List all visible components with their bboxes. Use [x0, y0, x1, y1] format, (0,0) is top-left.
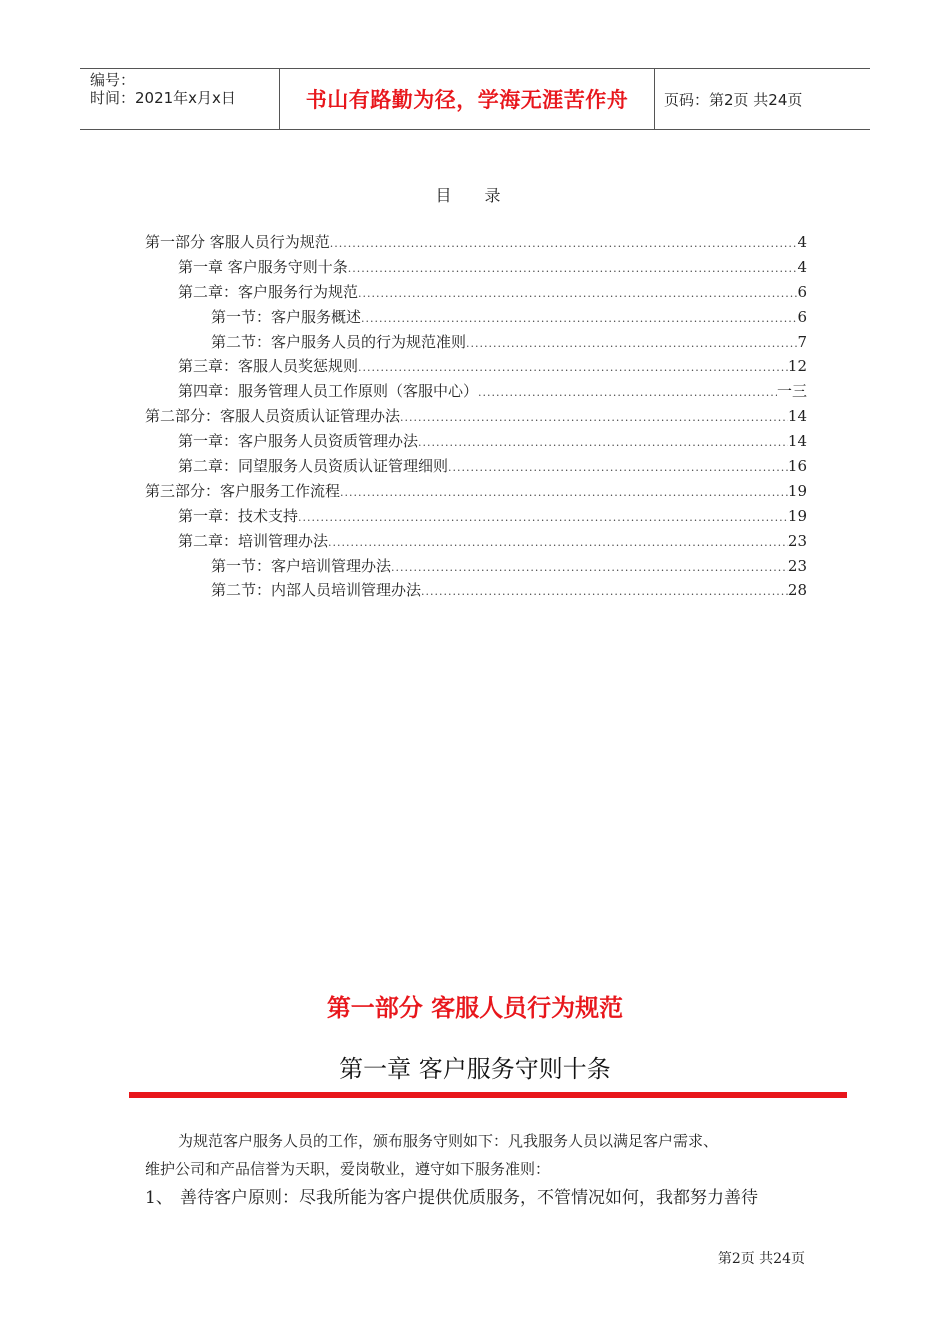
toc-leader — [358, 361, 788, 374]
toc-entry-page: 19 — [787, 481, 807, 500]
toc-leader — [466, 337, 797, 350]
header-meta — [80, 69, 280, 129]
toc-entry-page: 12 — [787, 357, 807, 376]
toc-entry[interactable] — [145, 306, 807, 331]
toc-entry-title: 第二章：同望服务人员资质认证管理细则 — [178, 457, 449, 476]
toc-leader — [340, 486, 788, 499]
toc-entry[interactable] — [145, 530, 807, 555]
part-title: 第一部分 客服人员行为规范 — [326, 994, 624, 1022]
toc-entry-page: 一三 — [776, 382, 807, 401]
toc-entry-title: 第一章：技术支持 — [178, 506, 299, 525]
toc-leader — [361, 312, 797, 325]
toc-leader — [478, 386, 777, 399]
toc-entry-title: 第二节：客户服务人员的行为规范准则 — [211, 332, 467, 351]
toc-entry-page: 14 — [787, 432, 807, 451]
section-divider — [129, 1092, 847, 1098]
toc-leader — [400, 411, 788, 424]
toc-leader — [448, 461, 788, 474]
toc-entry[interactable] — [145, 555, 807, 580]
table-of-contents — [145, 231, 807, 604]
toc-entry-page: 28 — [787, 581, 807, 600]
toc-entry[interactable] — [145, 355, 807, 380]
page-header — [80, 68, 870, 130]
header-page-info: 页码：第2页 共24页 — [664, 90, 803, 109]
toc-entry-title: 第一部分 客服人员行为规范 — [145, 233, 330, 251]
toc-leader — [298, 511, 788, 524]
toc-leader — [348, 262, 798, 275]
toc-entry-title: 第一章 客户服务守则十条 — [178, 257, 348, 276]
toc-leader — [421, 585, 788, 598]
list-item — [145, 1183, 810, 1213]
header-motto: 书山有路勤为径，学海无涯苦作舟 — [280, 69, 655, 129]
toc-leader — [330, 237, 798, 250]
list-item-number: 1、 — [145, 1188, 173, 1208]
number-label: 编号： — [90, 71, 136, 89]
toc-entry[interactable] — [145, 480, 807, 505]
toc-entry-title: 第二章：培训管理办法 — [178, 531, 329, 550]
time-label: 时间：2021年x月x日 — [90, 89, 236, 107]
toc-entry[interactable] — [145, 405, 807, 430]
toc-entry[interactable] — [145, 579, 807, 604]
intro-line-1: 为规范客户服务人员的工作，颁布服务守则如下：凡我服务人员以满足客户需求、 — [178, 1132, 719, 1150]
toc-entry[interactable] — [145, 505, 807, 530]
chapter-title: 第一章 客户服务守则十条 — [339, 1055, 611, 1083]
toc-entry-page: 16 — [787, 457, 807, 476]
toc-entry[interactable] — [145, 380, 807, 405]
toc-entry-title: 第二部分：客服人员资质认证管理办法 — [145, 407, 401, 426]
toc-entry-page: 4 — [797, 257, 807, 276]
toc-title: 目 录 — [435, 186, 515, 205]
toc-entry[interactable] — [145, 430, 807, 455]
toc-entry[interactable] — [145, 455, 807, 480]
toc-entry-page: 23 — [787, 556, 807, 575]
toc-entry-page: 19 — [787, 506, 807, 525]
toc-entry-title: 第一章：客户服务人员资质管理办法 — [178, 432, 419, 451]
toc-entry[interactable] — [145, 256, 807, 281]
toc-leader — [391, 561, 788, 574]
toc-entry-title: 第二节：内部人员培训管理办法 — [211, 581, 422, 600]
toc-entry-page: 6 — [797, 307, 807, 326]
toc-entry-title: 第四章：服务管理人员工作原则（客服中心） — [178, 382, 479, 401]
toc-leader — [358, 287, 797, 300]
toc-entry[interactable] — [145, 231, 807, 256]
toc-entry-title: 第一节：客户服务概述 — [211, 307, 362, 326]
toc-entry-title: 第三部分：客户服务工作流程 — [145, 481, 341, 500]
page-footer: 第2页 共24页 — [717, 1251, 805, 1267]
toc-entry[interactable] — [145, 331, 807, 356]
toc-entry-title: 第二章：客户服务行为规范 — [178, 282, 359, 301]
toc-entry-page: 23 — [787, 531, 807, 550]
toc-entry-title: 第一节：客户培训管理办法 — [211, 556, 392, 575]
toc-entry-title: 第三章：客服人员奖惩规则 — [178, 357, 359, 376]
toc-leader — [328, 536, 788, 549]
intro-line-2: 维护公司和产品信誉为天职，爱岗敬业，遵守如下服务准则： — [145, 1160, 551, 1178]
toc-entry-page: 6 — [797, 282, 807, 301]
toc-entry[interactable] — [145, 281, 807, 306]
toc-entry-page: 4 — [797, 233, 807, 251]
body-text — [145, 1127, 810, 1213]
toc-entry-page: 14 — [787, 407, 807, 426]
toc-entry-page: 7 — [797, 332, 807, 351]
toc-leader — [418, 436, 788, 449]
list-item-text: 善待客户原则：尽我所能为客户提供优质服务，不管情况如何，我都努力善待 — [180, 1188, 758, 1208]
